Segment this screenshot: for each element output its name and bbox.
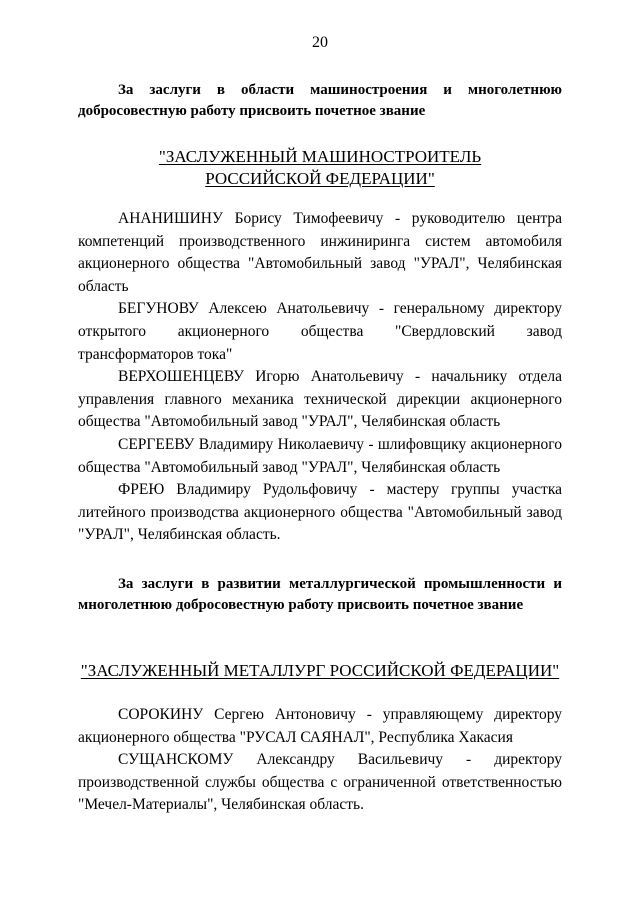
awardee-name: АНАНИШИНУ <box>118 210 223 227</box>
decree-machine-building: За заслуги в области машиностроения и многолетнюю добросовестную работу присвоить почетное звание <box>78 82 562 119</box>
awardee-details: Алексею Анатольевичу - генеральному директору открытого акционерного общества "Свердловский завод трансформаторов тока" <box>78 300 562 363</box>
awardee-details: Борису Тимофеевичу - руководителю центра компетенций производственного инжиниринга систем автомобиля акционерного общества "Автомобильный завод "УРАЛ", Челябинская область <box>78 210 562 295</box>
page-number: 20 <box>312 34 328 51</box>
list-item <box>78 298 562 366</box>
awardee-name: ВЕРХОШЕНЦЕВУ <box>118 368 244 386</box>
award-title-line-2: РОССИЙСКОЙ ФЕДЕРАЦИИ" <box>205 169 435 188</box>
list-item <box>78 479 562 547</box>
awardee-name: СУЩАНСКОМУ <box>118 751 234 769</box>
awardee-details: Владимиру Николаевичу - шлифовщику акционерного общества "Автомобильный завод "УРАЛ", Челябинская область <box>78 435 562 476</box>
list-item <box>78 704 562 749</box>
award-title-line-1: "ЗАСЛУЖЕННЫЙ МАШИНОСТРОИТЕЛЬ <box>158 147 482 166</box>
list-item <box>78 208 562 298</box>
awardee-details: Сергею Антоновичу - управляющему директору акционерного общества "РУСАЛ САЯНАЛ", Республика Хакасия <box>78 706 562 746</box>
award-title-metallurgist <box>0 660 640 682</box>
award-title-line-1: "ЗАСЛУЖЕННЫЙ МЕТАЛЛУРГ РОССИЙСКОЙ ФЕДЕРАЦИИ" <box>80 661 560 680</box>
awardee-name: СОРОКИНУ <box>118 706 204 723</box>
awardee-name: ФРЕЮ <box>118 481 165 499</box>
award-title-machine-builder <box>0 146 640 190</box>
awardee-details: Александру Васильевичу - директору производственной службы общества с ограниченной ответственностью "Мечел-Материалы", Челябинская область. <box>78 751 562 814</box>
awardee-details: Игорю Анатольевичу - начальнику отдела управления главного механика технической дирекции акционерного общества "Автомобильный завод "УРАЛ", Челябинская область <box>78 368 562 431</box>
list-item <box>78 434 562 479</box>
list-item <box>78 366 562 434</box>
list-item <box>78 749 562 817</box>
awardee-list-metallurgists <box>78 704 562 817</box>
awardee-list-machine-builders <box>78 208 562 547</box>
decree-metallurgy: За заслуги в развитии металлургической промышленности и многолетнюю добросовестную работу присвоить почетное звание <box>78 576 562 613</box>
awardee-name: БЕГУНОВУ <box>118 300 199 318</box>
awardee-name: СЕРГЕЕВУ <box>118 435 195 453</box>
awardee-details: Владимиру Рудольфовичу - мастеру группы участка литейного производства акционерного общества "Автомобильный завод "УРАЛ", Челябинская область. <box>78 481 562 544</box>
